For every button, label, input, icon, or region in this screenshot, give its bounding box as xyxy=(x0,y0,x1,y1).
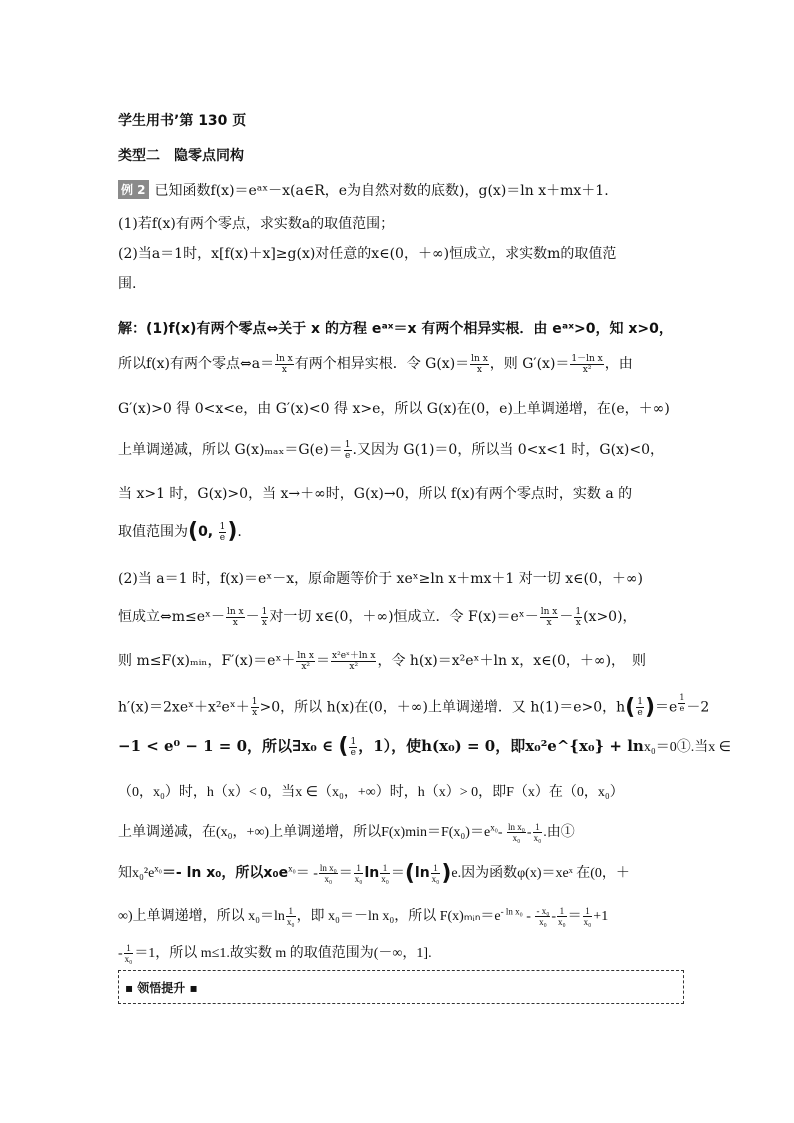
example-badge: 例 2 xyxy=(118,180,149,199)
problem-statement: 已知函数f(x)＝eᵃˣ－x(a∈R，e为自然对数的底数)，g(x)＝ln x＋mx＋1. xyxy=(154,183,609,199)
solution-line-9: 则 m≤F(x)ₘᵢₙ，F′(x)＝eˣ＋ $\frac{\text{ln x}}{\text{x²}}$ ＝ $\frac{\text{x²eˣ＋ln x}}{\text{x²}}$ ，令 h(x)＝x²eˣ＋ln x，x∈(0，＋∞)， 则 xyxy=(118,650,647,672)
solution-line-2: 所以f(x)有两个零点⇔a＝ $\frac{\text{ln x}}{x}$ 有两个相异实根．令 G(x)＝ $\frac{\text{ln x}}{x}$ ，则 G′(x)＝ $\frac{\text{1－ln x}}{\text{x²}}$ ，由 xyxy=(118,353,633,375)
problem-part1: (1)若f(x)有两个零点，求实数a的取值范围； xyxy=(118,216,395,232)
solution-line-12: （0，x₀）时，h（x）< 0，当x ∈（x₀，+∞）时，h（x）> 0，即F（x）在（0，x₀） xyxy=(118,785,624,800)
book-page-reference: 学生用书ʼ第 130 页 xyxy=(118,113,247,129)
solution-line-10: h′(x)＝2xeˣ＋x²eˣ＋ $\frac{1}{x}$ >0，所以 h(x)在(0，＋∞)上单调递增．又 h(1)＝e>0，h( $\frac{1}{e}$ )＝e $^{\frac{1}{e}}$ －2 xyxy=(118,693,710,720)
problem-part2-line2: 围. xyxy=(118,276,137,292)
solution-line-15: ∞)上单调递增，所以 x₀＝ln $\frac{1}{\text{x₀}}$ ，即 x₀＝－ln x₀，所以 $F(x)_mᵢ_n=e^{- ln x_0}$ - $\frac{\text{- x₀}}{\text{x₀}}$ - $\frac{1}{\text{x₀}}$ ＝ $\frac{1}{\text{x₀}}$ +1 xyxy=(118,906,609,928)
solution-line-7: (2)当 a＝1 时，f(x)＝eˣ－x，原命题等价于 xeˣ≥ln x＋mx＋1 对一切 x∈(0，＋∞) xyxy=(118,571,643,587)
insight-box xyxy=(118,970,684,1004)
solution-line-13: 上单调递减，在(x₀，+∞)上单调递增，所以$F(x)\min=F(x_0)=e^{x_0}-$ $\frac{\text{ln x₀}}{\text{x₀}}$ - $\frac{1}{\text{x₀}}$ .由① xyxy=(118,822,575,844)
solution-line-5: 当 x>1 时，G(x)>0，当 x→＋∞时，G(x)→0，所以 f(x)有两个零点时，实数 a 的 xyxy=(118,486,633,502)
solution-line-11: −1 < e⁰ − 1 = 0，所以∃x₀ ∈ ( $\frac{1}{e}$ ，1），使h(x₀) = 0，即x₀²e^{x₀} + lnx₀＝0①.当x ∈ xyxy=(118,734,731,759)
problem-statement-line xyxy=(118,180,609,200)
solution-line-4: 上单调递减，所以 G(x)ₘₐₓ＝G(e)＝ $\frac{1}{e}$ .又因为 G(1)＝0，所以当 0<x<1 时，G(x)<0， xyxy=(118,439,665,461)
solution-line-16: - $\frac{1}{\text{x₀}}$ ＝1，所以 m≤1.故实数 m 的取值范围为(－∞，1]. xyxy=(118,943,432,965)
solution-line-1: 解：(1)f(x)有两个零点⇔关于 x 的方程 eᵃˣ＝x 有两个相异实根．由 eᵃˣ>0，知 x>0， xyxy=(118,321,673,337)
insight-box-label: ▪ 领悟提升 ▪ xyxy=(125,981,198,995)
solution-line-14: 知$x_0^2e^{x_0}=-$ ln x₀，所以$x_0e^{x_0}=$ - $\frac{\text{ln x₀}}{\text{x₀}}$ ＝ $\frac{1}{\text{x₀}}$ ln $\frac{1}{\text{x₀}}$ ＝(ln $\frac{1}{\text{x₀}}$ )e.因为函数φ(x)＝xeˣ 在(0，＋ xyxy=(118,860,630,886)
solution-line-8: 恒成立⇔m≤eˣ－ $\frac{\text{ln x}}{x}$ － $\frac{1}{x}$ 对一切 x∈(0，＋∞)恒成立．令 F(x)＝eˣ－ $\frac{\text{ln x}}{x}$ － $\frac{1}{x}$ (x>0)， xyxy=(118,606,637,628)
section-title: 类型二 隐零点同构 xyxy=(118,148,244,164)
solution-line-6: 取值范围为(0, $\frac{1}{e}$ ). xyxy=(118,519,242,544)
problem-part2-line1: (2)当a＝1时，x[f(x)＋x]≥g(x)对任意的x∈(0，＋∞)恒成立，求实数m的取值范 xyxy=(118,246,617,262)
solution-line-3: G′(x)>0 得 0<x<e，由 G′(x)<0 得 x>e，所以 G(x)在(0，e)上单调递增，在(e，＋∞) xyxy=(118,401,670,417)
